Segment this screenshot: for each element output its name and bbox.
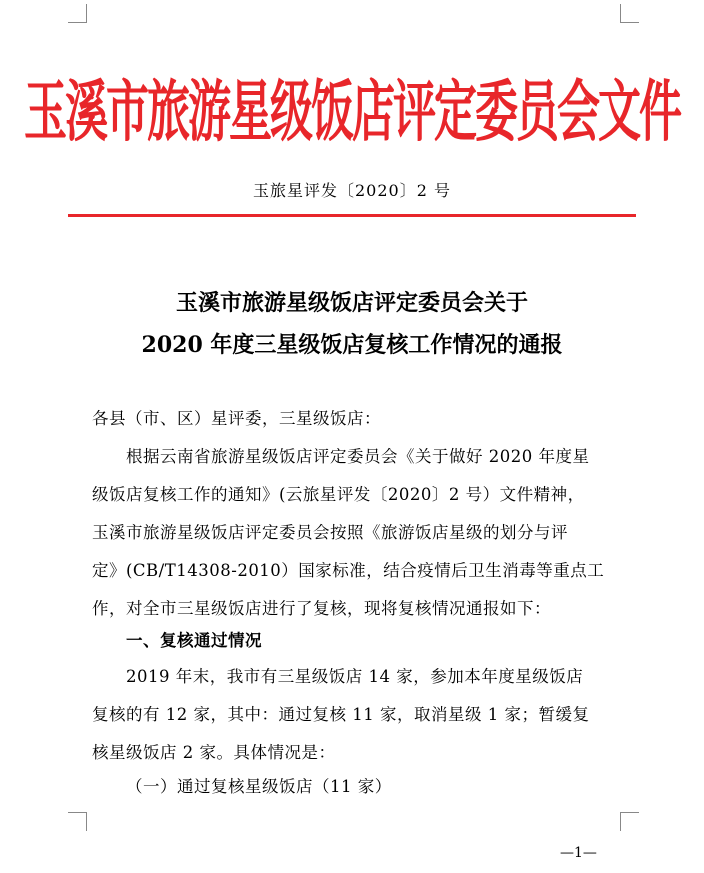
paragraph-1-line: 玉溪市旅游星级饭店评定委员会按照《旅游饭店星级的划分与评 xyxy=(92,523,568,542)
paragraph-1-line: 根据云南省旅游星级饭店评定委员会《关于做好 2020 年度星 xyxy=(126,447,590,466)
paragraph-1-line: 作，对全市三星级饭店进行了复核，现将复核情况通报如下： xyxy=(92,599,551,618)
paragraph-2-line: 复核的有 12 家，其中：通过复核 11 家，取消星级 1 家；暂缓复 xyxy=(92,705,590,724)
crop-mark-top-right xyxy=(620,4,639,23)
subsection-1-heading: （一）通过复核星级饭店（11 家） xyxy=(126,777,392,796)
page-number: —1— xyxy=(560,845,597,861)
red-header-title: 玉溪市旅游星级饭店评定委员会文件 xyxy=(24,73,680,152)
document-number: 玉旅星评发〔2020〕2 号 xyxy=(253,181,451,200)
paragraph-2-line: 2019 年末，我市有三星级饭店 14 家，参加本年度星级饭店 xyxy=(126,667,584,686)
document-title-line-2: 2020 年度三星级饭店复核工作情况的通报 xyxy=(141,332,563,358)
crop-mark-top-left xyxy=(68,4,87,23)
paragraph-2-line: 核星级饭店 2 家。具体情况是： xyxy=(92,743,336,762)
section-1-heading: 一、复核通过情况 xyxy=(126,631,262,650)
crop-mark-bottom-right xyxy=(620,812,639,831)
paragraph-1-line: 定》(CB/T14308-2010）国家标准，结合疫情后卫生消毒等重点工 xyxy=(92,561,605,580)
crop-mark-bottom-left xyxy=(68,812,87,831)
document-title-line-1: 玉溪市旅游星级饭店评定委员会关于 xyxy=(175,290,528,316)
red-divider-line xyxy=(68,214,636,217)
salutation: 各县（市、区）星评委，三星级饭店： xyxy=(92,409,381,428)
paragraph-1-line: 级饭店复核工作的通知》(云旅星评发〔2020〕2 号）文件精神， xyxy=(92,485,585,504)
